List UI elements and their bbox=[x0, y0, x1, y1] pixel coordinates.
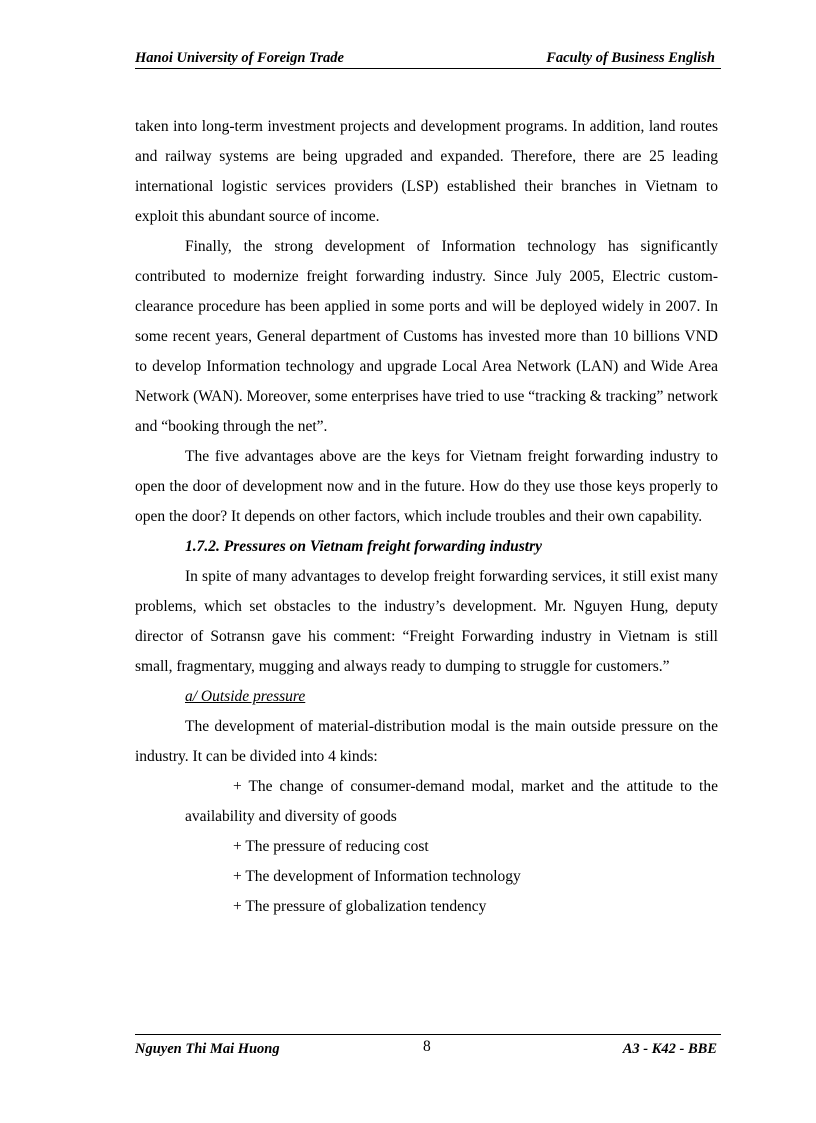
paragraph-5: The development of material-distribution modal is the main outside pressure on the industry. It can be divided into 4 kinds: bbox=[135, 718, 718, 765]
footer-author: Nguyen Thi Mai Huong bbox=[135, 1041, 280, 1057]
footer-class: A3 - K42 - BBE bbox=[622, 1041, 717, 1057]
document-body bbox=[135, 112, 718, 922]
bullet-item: + The pressure of globalization tendency bbox=[233, 898, 487, 915]
bullet-item: + The change of consumer-demand modal, market and the attitude to the availability and diversity of goods bbox=[185, 778, 718, 825]
subsection-heading-text: a/ Outside pressure bbox=[185, 688, 306, 705]
page-number: 8 bbox=[423, 1038, 431, 1055]
bullet-item: + The development of Information technology bbox=[233, 868, 521, 885]
paragraph-1: taken into long-term investment projects and development programs. In addition, land routes and railway systems are being upgraded and expanded. Therefore, there are 25 leading international logistic services providers (LSP) established their branches in Vietnam to exploit this abundant source of income. bbox=[135, 118, 718, 225]
page-header bbox=[135, 48, 721, 69]
section-heading: 1.7.2. Pressures on Vietnam freight forwarding industry bbox=[185, 538, 542, 555]
paragraph-3: The five advantages above are the keys for Vietnam freight forwarding industry to open the door of development now and in the future. How do they use those keys properly to open the door? It depends on other factors, which include troubles and their own capability. bbox=[135, 448, 718, 525]
bullet-item: + The pressure of reducing cost bbox=[233, 838, 429, 855]
paragraph-2: Finally, the strong development of Information technology has significantly contributed to modernize freight forwarding industry. Since July 2005, Electric custom-clearance procedure has been applied in some ports and will be deployed widely in 2007. In some recent years, General department of Customs has invested more than 10 billions VND to develop Information technology and upgrade Local Area Network (LAN) and Wide Area Network (WAN). Moreover, some enterprises have tried to use “tracking & tracking” network and “booking through the net”. bbox=[135, 238, 719, 435]
paragraph-4: In spite of many advantages to develop freight forwarding services, it still exist many problems, which set obstacles to the industry’s development. Mr. Nguyen Hung, deputy director of Sotransn gave his comment: “Freight Forwarding industry in Vietnam is still small, fragmentary, mugging and always ready to dumping to struggle for customers.” bbox=[135, 568, 718, 675]
page-footer bbox=[135, 1034, 721, 1061]
header-university: Hanoi University of Foreign Trade bbox=[135, 50, 344, 66]
subsection-heading bbox=[135, 682, 718, 712]
header-faculty: Faculty of Business English bbox=[546, 50, 715, 66]
